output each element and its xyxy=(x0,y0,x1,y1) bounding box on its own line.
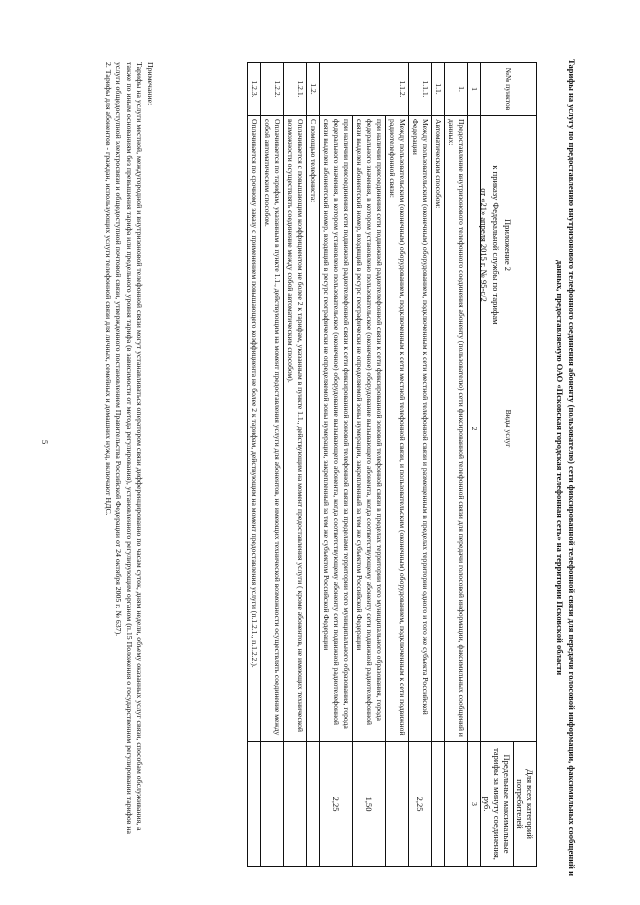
table-row xyxy=(307,63,320,867)
index-cell: 2 xyxy=(468,116,481,742)
header-tariff: Предельные максимальные тарифы за минуту соединения, руб. xyxy=(481,742,514,867)
index-cell: 3 xyxy=(468,742,481,867)
table-row xyxy=(409,63,432,867)
row-tariff xyxy=(261,742,284,867)
row-number: 1.1.1. xyxy=(409,63,432,116)
appendix-date: от «21» апреля 2015 г. № 95-с/2 xyxy=(479,188,489,302)
table-row xyxy=(386,63,409,867)
row-service: Автоматическим способом: xyxy=(432,116,445,742)
row-service: Между пользовательским (оконечным) оборудованием, подключенным к сети местной телефонной связи, и пользовательским (оконечным) оборудованием, подключенным к сети подвижной радиотелефонной связи: xyxy=(386,116,409,742)
row-service: Предоставление внутризонового телефонного соединения абоненту (пользователю) сети фиксированной телефонной связи для передачи голосовой информации, факсимильных сообщений и данных: xyxy=(445,116,468,742)
appendix-title: Приложение 2 xyxy=(503,219,513,271)
tariff-table xyxy=(247,62,537,867)
table-row xyxy=(320,63,353,867)
row-tariff: 1,50 xyxy=(353,742,386,867)
header-number: №№ пунктов xyxy=(481,63,537,116)
row-number: 1. xyxy=(445,63,468,116)
index-cell: 1 xyxy=(468,63,481,116)
notes-title: Примечание: xyxy=(146,62,155,106)
row-service: С помощью телефониста: xyxy=(307,116,320,742)
row-service: при наличии присоединения сети подвижной радиотелефонной связи к сети фиксированной зоновой телефонной связи за пределами территории того муниципального образования, города федерального значения, в котором установлено пользовательское (оконечное) оборудование вызывающего абонента, когда соответствующему абоненту сети подвижной радиотелефонной связи выделен абонентский номер, входящий в ресурс географически не определяемой зоны нумерации, закрепленный за тем же субъектом Российской Федерации xyxy=(320,116,353,742)
row-tariff xyxy=(284,742,307,867)
index-row xyxy=(468,63,481,867)
note-2: 2. Тарифы для абонентов - граждан, использующих услуги телефонной связи для личных, семейных и домашних нужд, включают НДС. xyxy=(104,62,113,516)
header-service: Виды услуг xyxy=(481,116,537,742)
table-row xyxy=(445,63,468,867)
row-service: при наличии присоединения сети подвижной радиотелефонной связи к сети фиксированной зоновой телефонной связи в пределах территории того муниципального образования, города федерального значения, в котором установлено пользовательское (оконечное) оборудование вызывающего абонента, когда соответствующему абоненту сети подвижной радиотелефонной связи выделен абонентский номер, входящий в ресурс географически не определяемой зоны нумерации, закрепленный за тем же субъектом Российской Федерации xyxy=(353,116,386,742)
row-service: Оплачивается по срочному заказу с применением повышающего коэффициента не более 2 к тарифам, действующим на момент предоставления услуги (п.1.2.1., п.1.2.2.). xyxy=(248,116,261,742)
row-tariff xyxy=(248,742,261,867)
row-number: 1.2.2. xyxy=(261,63,284,116)
row-number: 1.1.2. xyxy=(320,63,409,116)
row-tariff xyxy=(386,742,409,867)
row-tariff xyxy=(432,742,445,867)
table-row xyxy=(248,63,261,867)
row-tariff: 2,25 xyxy=(409,742,432,867)
row-number: 1.1. xyxy=(432,63,445,116)
row-service: Оплачивается по тарифам, указанным в пункте 1.1., действующим на момент предоставления услуги для абонентов, не имеющих технической возможности осуществлять соединение между собой автоматическим способом. xyxy=(261,116,284,742)
row-service: Между пользовательским (оконечным) оборудованием, подключенным к сети местной телефонной связи и размещенным в пределах территории одного и того же субъекта Российской Федерации xyxy=(409,116,432,742)
page-number: 5 xyxy=(40,440,50,445)
row-number: 1.2. xyxy=(307,63,320,116)
row-number: 1.2.3. xyxy=(248,63,261,116)
row-number: 1.2.1. xyxy=(284,63,307,116)
table-row xyxy=(284,63,307,867)
table-row xyxy=(261,63,284,867)
appendix-order: к приказу Федеральной службы по тарифам xyxy=(491,165,501,325)
document-heading: Тарифы на услугу по предоставлению внутризонового телефонного соединения абоненту (пользователю) сети фиксированной телефонной связи для передачи голосовой информации, факсимильных сообщений и данных, предоставляемую ОАО «Псковская городская телефонная сеть» на территории Псковской области xyxy=(555,59,577,876)
header-group: Для всех категорий потребителей xyxy=(514,742,537,867)
note-1: Тарифы на услуги местной, междугородной и внутризоновой телефонной связи могут устанавливаться оператором связи дифференцированно по часам суток, дням недели, объему оказанных услуг связи, способам обслуживания, а также по иным основаниям без превышения тарифа или предельного уровня тарифа (в зависимости от метода регулирования), установленного регулирующим органом (п.15 Положения о государственном регулировании тарифов на услуги общедоступной электросвязи и общедоступной почтовой связи, утвержденного постановлением Правительства Российской Федерации от 24 октября 2005 г. № 637). xyxy=(114,62,145,835)
row-service: Оплачивается с повышающим коэффициентом не более 2 к тарифам, указанным в пункте 1.1., действующим на момент предоставления услуги ( кроме абонентов, не имеющих технической возможности осуществлять соединение между собой автоматическим способом). xyxy=(284,116,307,742)
table-row xyxy=(353,63,386,867)
notes-block xyxy=(103,62,156,842)
row-tariff xyxy=(445,742,468,867)
table-row xyxy=(432,63,445,867)
row-tariff xyxy=(307,742,320,867)
row-tariff: 2,25 xyxy=(320,742,353,867)
